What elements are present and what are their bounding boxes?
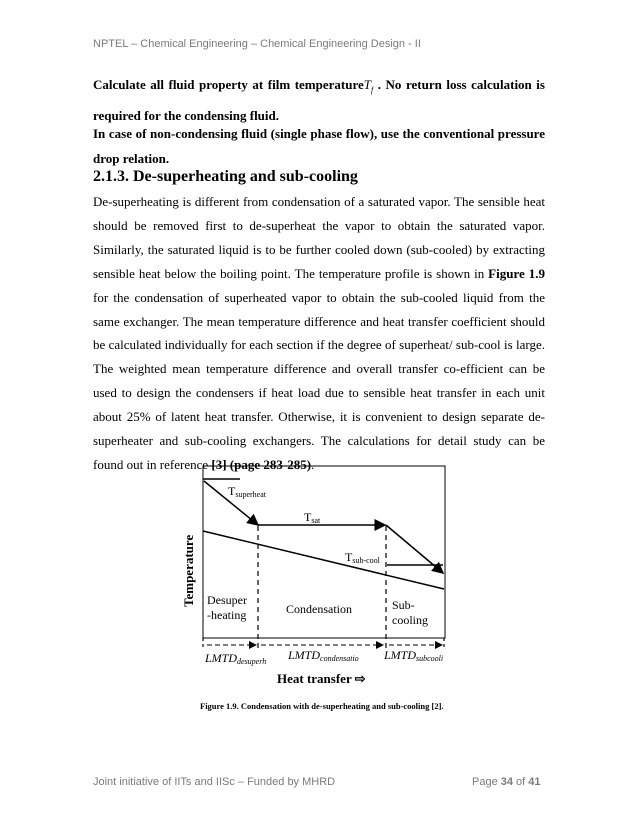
subcool-line bbox=[386, 525, 443, 573]
figure-caption: Figure 1.9. Condensation with de-superheating and sub-cooling [2]. bbox=[200, 701, 444, 711]
section-heading: 2.1.3. De-superheating and sub-cooling bbox=[93, 168, 358, 185]
x-axis-label: Heat transfer ⇨ bbox=[277, 671, 366, 686]
body-text-1: De-superheating is different from condensation of a saturated vapor. The sensible heat should be removed first to de-superheat the vapor to obtain the saturated vapor. Similarly, the saturated liquid is to be further cooled down (sub-cooled) by extracting sensible heat below the boiling point. The temperature profile is shown in bbox=[93, 194, 545, 281]
t-subcool-label: Tsub-cool bbox=[345, 550, 380, 565]
coolant-line bbox=[203, 531, 444, 589]
lmtd-sub-label: LMTDsubcooli bbox=[384, 648, 444, 663]
film-temp-symbol: $T_f$ bbox=[363, 77, 374, 95]
non-condensing-paragraph: In case of non-condensing fluid (single phase flow), use the conventional pressure drop relation. bbox=[93, 126, 545, 166]
film-temperature-paragraph bbox=[93, 72, 545, 128]
body-text-2: for the condensation of superheated vapor to obtain the sub-cooled liquid from the same exchanger. The mean temperature difference and heat transfer coefficient should be calculated individually for each section if the degree of superheat/ sub-cool is large. The weighted mean temperature difference and overall transfer co-efficient can be used to design the condensers if heat load due to sensible heat transfer in each unit about 25% of latent heat transfer. Otherwise, it is convenient to design separate de-superheater and sub-cooling exchangers. The calculations for detail study can be found out in reference bbox=[93, 289, 545, 472]
lmtd-cond-label: LMTDcondensatio bbox=[288, 648, 359, 663]
page-header: NPTEL – Chemical Engineering – Chemical Engineering Design - II bbox=[93, 38, 421, 50]
footer-left: Joint initiative of IITs and IISc – Funded by MHRD bbox=[93, 776, 336, 788]
para1-text-a: Calculate all fluid property at film temperature bbox=[93, 77, 364, 92]
region-condensation-label: Condensation bbox=[286, 602, 352, 616]
body-text-3: . bbox=[311, 456, 315, 472]
y-axis-label: Temperature bbox=[181, 534, 196, 607]
t-superheat-label: Tsuperheat bbox=[228, 484, 266, 499]
region-subcool-label-2: cooling bbox=[392, 613, 428, 627]
para1-text-b: . No return loss calculation is required for the condensing fluid. bbox=[93, 77, 545, 123]
body-paragraph bbox=[93, 190, 545, 477]
citation-reference: [3] (page 283-285) bbox=[211, 456, 312, 472]
region-desuper-label-2: -heating bbox=[207, 608, 247, 622]
region-desuper-label-1: Desuper bbox=[207, 593, 247, 607]
t-sat-label: Tsat bbox=[304, 510, 321, 525]
page-number: Page 34 of 41 bbox=[472, 776, 541, 788]
figure-reference: Figure 1.9 bbox=[488, 265, 545, 281]
region-subcool-label-1: Sub- bbox=[392, 598, 415, 612]
temperature-profile-figure bbox=[176, 464, 466, 696]
lmtd-desuper-label: LMTDdesuperh bbox=[205, 651, 267, 666]
